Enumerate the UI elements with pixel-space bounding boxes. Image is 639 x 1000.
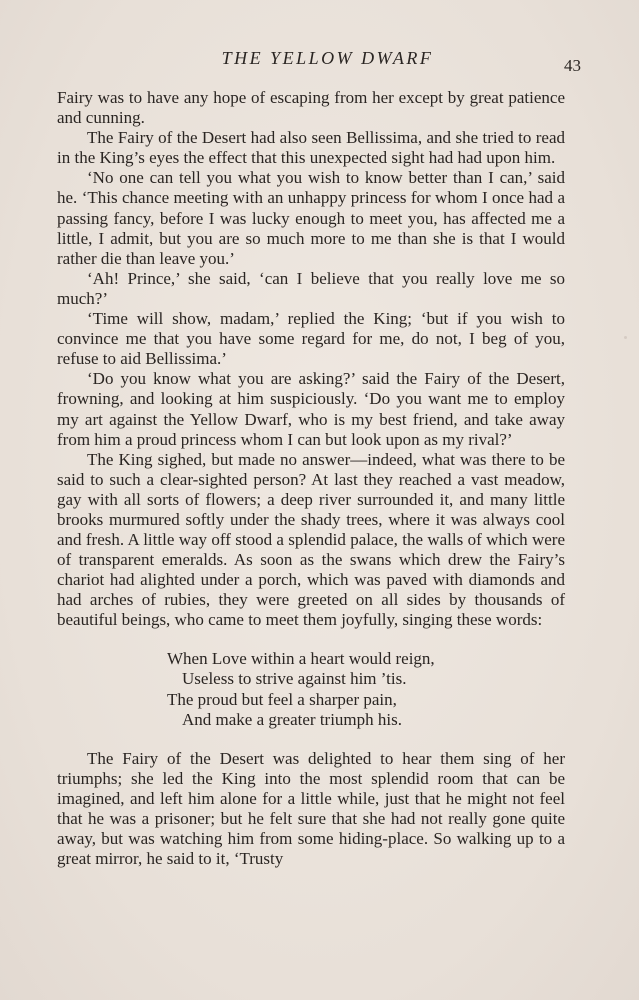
poem-line: When Love within a heart would reign,	[167, 648, 435, 668]
paragraph: The Fairy of the Desert was delighted to hear them sing of her triumphs; she led the King into the most splendid room that can be imagined, and left him alone for a little while, just that he might not feel that he was a prisoner; but he felt sure that she had not really gone quite away, but was watching him from some hiding-place. So walking up to a great mirror, he said to it, ‘Trusty	[57, 748, 565, 868]
poem-stanza	[167, 649, 565, 731]
running-head: THE YELLOW DWARF	[221, 48, 434, 68]
poem-line: Useless to strive against him ’tis.	[182, 669, 407, 689]
poem-line: The proud but feel a sharper pain,	[167, 689, 397, 709]
paragraph: ‘No one can tell you what you wish to know better than I can,’ said he. ‘This chance meeting with an unhappy princess for whom I once had a passing fancy, before I was lucky enough to meet you, has affected me a little, I admit, but you are so much more to me than she is that I would rather die than leave you.’	[57, 168, 565, 268]
poem-line: And make a greater triumph his.	[182, 710, 402, 730]
paragraph: The Fairy of the Desert had also seen Bellissima, and she tried to read in the King’s eyes the effect that this unexpected sight had had upon him.	[57, 128, 565, 168]
paragraph: ‘Time will show, madam,’ replied the King; ‘but if you wish to convince me that you have some regard for me, do not, I beg of you, refuse to aid Bellissima.’	[57, 309, 565, 369]
page-body	[57, 88, 565, 869]
paragraph: The King sighed, but made no answer—indeed, what was there to be said to such a clear-sighted person? At last they reached a vast meadow, gay with all sorts of flowers; a deep river surrounded it, and many little brooks murmured softly under the shady trees, where it was always cool and fresh. A little way off stood a splendid palace, the walls of which were of transparent emeralds. As soon as the swans which drew the Fairy’s chariot had alighted under a porch, which was paved with diamonds and had arches of rubies, they were greeted on all sides by thousands of beautiful beings, who came to meet them joyfully, singing these words:	[57, 449, 565, 630]
page-number: 43	[564, 56, 581, 75]
paragraph: ‘Ah! Prince,’ she said, ‘can I believe that you really love me so much?’	[57, 268, 565, 308]
paragraph: ‘Do you know what you are asking?’ said the Fairy of the Desert, frowning, and looking at him suspiciously. ‘Do you want me to employ my art against the Yellow Dwarf, who is my best friend, and take away from him a proud princess whom I can but look upon as my rival?’	[57, 369, 565, 449]
paper-speck	[624, 336, 627, 339]
page-header	[60, 48, 579, 78]
paragraph: Fairy was to have any hope of escaping from her except by great patience and cunning.	[57, 88, 565, 128]
